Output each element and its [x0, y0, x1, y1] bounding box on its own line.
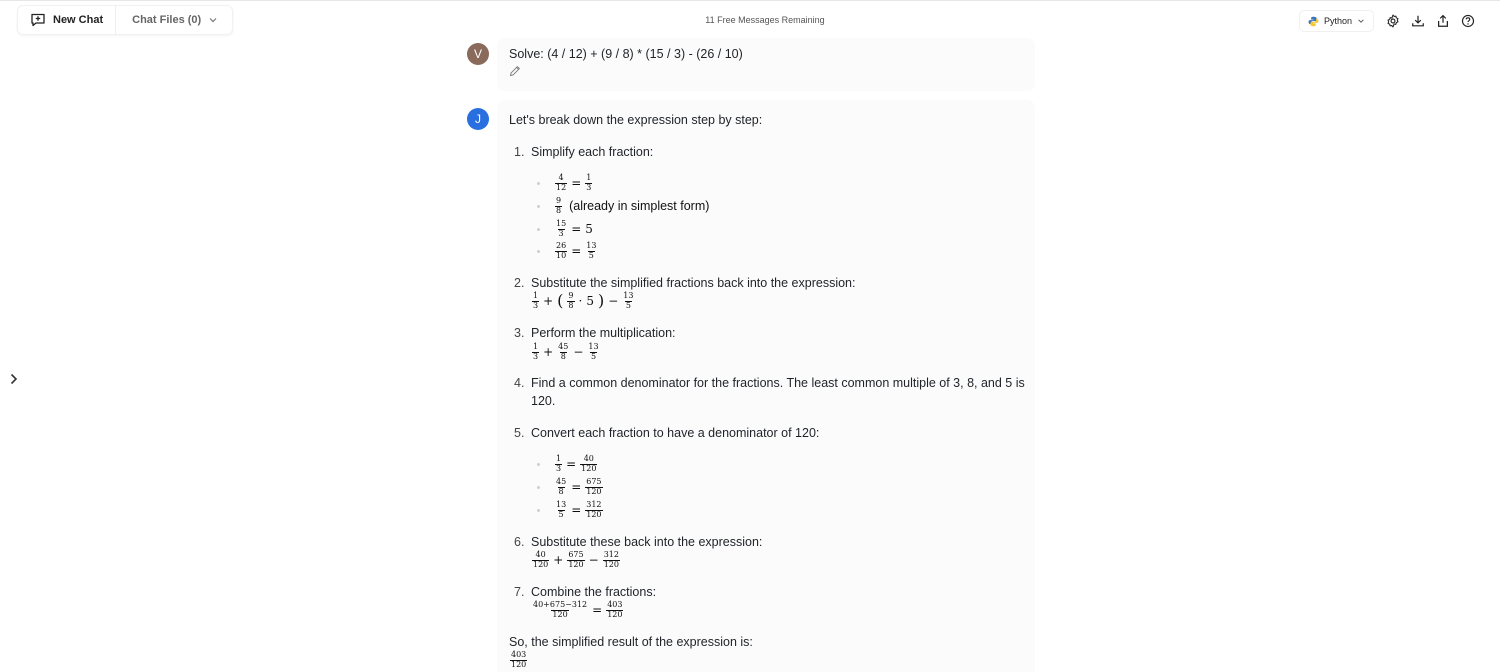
- math-equation: $\frac{40}{120}$ + $\frac{675}{120}$ − $\frac{312}{120}$: [533, 550, 619, 569]
- step-number: 4.: [514, 376, 525, 390]
- toolbar-actions: [1299, 9, 1480, 33]
- step-number: 5.: [514, 426, 525, 440]
- user-avatar: V: [467, 43, 489, 65]
- fraction: $\frac{13}{5}$: [623, 291, 634, 310]
- fraction: $\frac{4}{12}$: [556, 173, 567, 192]
- fraction: $\frac{9}{8}$: [556, 196, 562, 215]
- bullet: [537, 463, 540, 466]
- messages-remaining: 11 Free Messages Remaining: [705, 15, 825, 25]
- settings-button[interactable]: [1380, 9, 1405, 33]
- python-icon: [1308, 16, 1319, 27]
- step-text: Perform the multiplication:: [531, 326, 676, 340]
- fraction: $\frac{1}{3}$: [533, 342, 539, 361]
- step-number: 1.: [514, 145, 525, 159]
- fraction: $\frac{45}{8}$: [558, 342, 569, 361]
- step-text-continued: 120.: [531, 394, 556, 408]
- math-equation: $\frac{45}{8}$ = $\frac{675}{120}$: [556, 477, 602, 496]
- math-equation: $\frac{40+675-312}{120}$ = $\frac{403}{120}$: [533, 600, 623, 619]
- fraction: $\frac{13}{5}$: [556, 500, 567, 519]
- download-icon: [1411, 14, 1425, 28]
- share-button[interactable]: [1430, 9, 1455, 33]
- math-equation: $\frac{4}{12}$ = $\frac{1}{3}$: [556, 173, 592, 192]
- expand-sidebar-chevron-right-icon[interactable]: [6, 371, 22, 387]
- step-text: Substitute these back into the expression:: [531, 535, 763, 549]
- step-number: 7.: [514, 585, 525, 599]
- fraction: $\frac{13}{5}$: [586, 241, 597, 260]
- math-equation: $\frac{15}{3}$ = 5: [556, 219, 593, 238]
- math-equation: $\frac{1}{3}$ + ( $\frac{9}{8}$ · 5 ) − $\frac{13}{5}$: [533, 291, 634, 310]
- chat-files-label: Chat Files (0): [132, 14, 202, 26]
- math-equation: [555, 197, 709, 215]
- step-number: 2.: [514, 276, 525, 290]
- math-equation: $\frac{26}{10}$ = $\frac{13}{5}$: [556, 241, 597, 260]
- fraction: $\frac{675}{120}$: [586, 477, 602, 496]
- new-chat-label: New Chat: [53, 14, 104, 26]
- math-equation: $\frac{1}{3}$ = $\frac{40}{120}$: [556, 454, 597, 473]
- math-equation: $\frac{13}{5}$ = $\frac{312}{120}$: [556, 500, 602, 519]
- assistant-avatar: J: [467, 108, 489, 130]
- fraction: $\frac{403}{120}$: [511, 650, 527, 669]
- fraction: $\frac{675}{120}$: [568, 550, 584, 569]
- bullet: [537, 509, 540, 512]
- fraction: $\frac{26}{10}$: [556, 241, 567, 260]
- final-result: [510, 651, 527, 669]
- step-text: Find a common denominator for the fractions. The least common multiple of 3, 8, and 5 is: [531, 376, 1025, 390]
- help-icon: [1461, 14, 1475, 28]
- fraction: $\frac{9}{8}$: [568, 291, 574, 310]
- fraction: $\frac{15}{3}$: [556, 219, 567, 238]
- step-text: Combine the fractions:: [531, 585, 657, 599]
- simplest-form-note: (already in simplest form): [569, 199, 710, 213]
- fraction: $\frac{40}{120}$: [533, 550, 549, 569]
- fraction: $\frac{40}{120}$: [581, 454, 597, 473]
- language-selector[interactable]: [1299, 10, 1374, 32]
- step-number: 3.: [514, 326, 525, 340]
- bullet: [537, 250, 540, 253]
- math-equation: $\frac{1}{3}$ + $\frac{45}{8}$ − $\frac{13}{5}$: [533, 342, 599, 361]
- bullet: [537, 205, 540, 208]
- fraction: $\frac{13}{5}$: [588, 342, 599, 361]
- top-bar: [0, 0, 1500, 40]
- fraction: $\frac{312}{120}$: [603, 550, 619, 569]
- step-text: Substitute the simplified fractions back into the expression:: [531, 276, 856, 290]
- edit-pencil-icon[interactable]: [509, 65, 521, 77]
- fraction: $\frac{1}{3}$: [586, 173, 592, 192]
- bullet: [537, 182, 540, 185]
- fraction: $\frac{1}{3}$: [533, 291, 539, 310]
- conclusion-text: So, the simplified result of the expression is:: [509, 635, 753, 649]
- step-number: 6.: [514, 535, 525, 549]
- bullet: [537, 486, 540, 489]
- chevron-down-icon: [1357, 17, 1365, 25]
- assistant-intro: Let's break down the expression step by step:: [509, 113, 763, 127]
- share-icon: [1436, 14, 1450, 28]
- bullet: [537, 228, 540, 231]
- fraction: $\frac{40+675-312}{120}$: [533, 600, 588, 619]
- user-message-bubble: [497, 38, 1035, 91]
- help-button[interactable]: [1455, 9, 1480, 33]
- fraction: $\frac{1}{3}$: [556, 454, 562, 473]
- step-text: Convert each fraction to have a denominator of 120:: [531, 426, 820, 440]
- step-text: Simplify each fraction:: [531, 145, 654, 159]
- fraction: $\frac{403}{120}$: [607, 600, 623, 619]
- fraction: $\frac{312}{120}$: [586, 500, 602, 519]
- language-label: Python: [1323, 16, 1352, 26]
- user-message-text: Solve: (4 / 12) + (9 / 8) * (15 / 3) - (26 / 10): [509, 47, 743, 61]
- download-button[interactable]: [1405, 9, 1430, 33]
- fraction: $\frac{45}{8}$: [556, 477, 567, 496]
- gear-icon: [1386, 14, 1400, 28]
